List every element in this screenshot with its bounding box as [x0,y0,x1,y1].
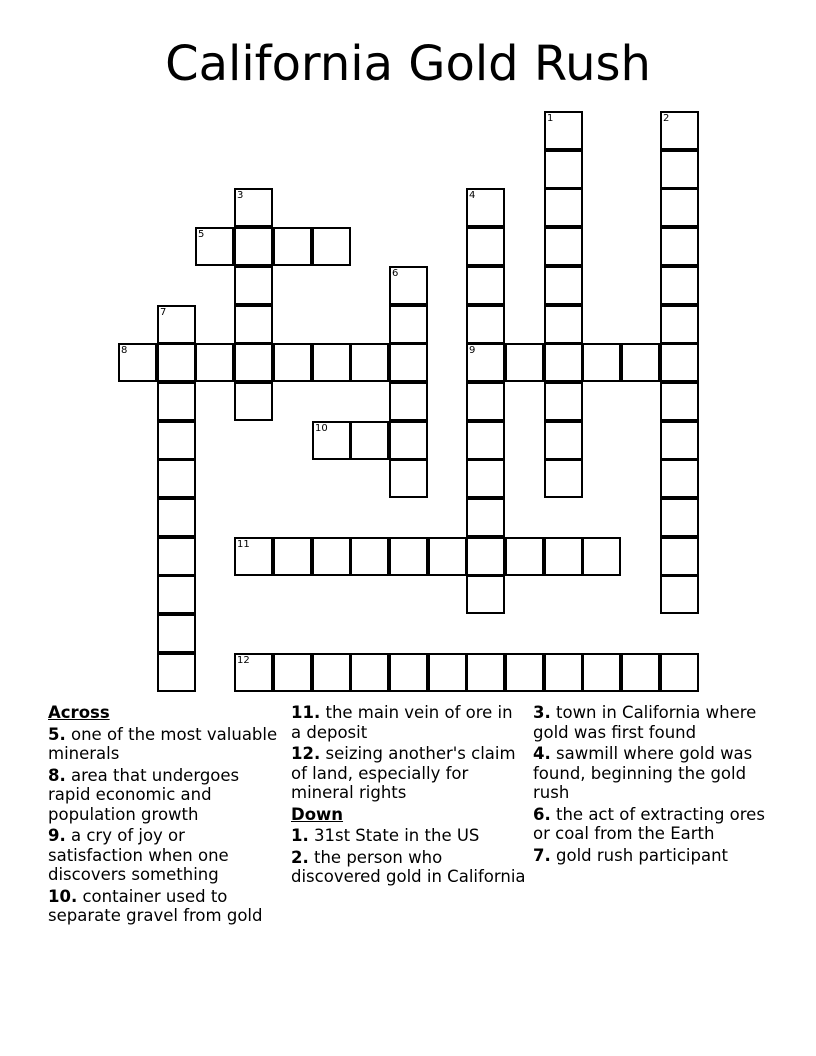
clue-number-label: 2 [663,113,670,124]
clue-down-3 [533,703,773,742]
grid-cell[interactable] [466,653,505,692]
clue-number-label: 4 [469,190,476,201]
grid-cell[interactable] [466,459,505,498]
grid-cell[interactable] [466,266,505,305]
clue-number-label: 12 [237,655,250,666]
grid-cell[interactable] [544,150,583,189]
grid-cell[interactable] [312,653,351,692]
grid-cell[interactable] [660,150,699,189]
clue-text: area that undergoes rapid economic and population growth [48,765,240,824]
grid-cell[interactable] [195,343,234,382]
clue-number-label: 6 [392,268,399,279]
clue-number: 7. [533,845,551,865]
clue-across-9 [48,826,284,885]
grid-cell[interactable] [582,537,621,576]
clue-number: 9. [48,826,66,845]
grid-cell[interactable] [660,188,699,227]
clue-text: seizing another's claim of land, especially for mineral rights [291,744,516,802]
grid-cell[interactable] [621,343,660,382]
grid-cell[interactable] [466,575,505,614]
grid-cell[interactable] [389,343,428,382]
grid-cell[interactable] [389,305,428,344]
grid-cell[interactable] [157,421,196,460]
grid-cell[interactable] [466,343,505,382]
grid-cell[interactable] [234,227,273,266]
grid-cell[interactable] [582,343,621,382]
grid-cell[interactable] [544,421,583,460]
grid-cell[interactable] [273,653,312,692]
grid-cell[interactable] [234,537,273,576]
clue-number-label: 8 [121,345,128,356]
clue-number-label: 9 [469,345,476,356]
grid-cell[interactable] [544,266,583,305]
grid-cell[interactable] [466,188,505,227]
grid-cell[interactable] [118,343,157,382]
grid-cell[interactable] [428,537,467,576]
grid-cell[interactable] [505,343,544,382]
clues-column-1 [48,703,284,928]
grid-cell[interactable] [466,227,505,266]
clue-number: 11. [291,703,321,722]
clue-number-label: 7 [160,307,167,318]
grid-cell[interactable] [234,305,273,344]
grid-cell[interactable] [157,614,196,653]
grid-cell[interactable] [544,227,583,266]
clue-number-label: 1 [547,113,554,124]
clue-across-11 [291,703,527,742]
grid-cell[interactable] [544,111,583,150]
grid-cell[interactable] [389,459,428,498]
grid-cell[interactable] [466,498,505,537]
clue-number-label: 10 [315,423,328,434]
grid-cell[interactable] [234,653,273,692]
clue-number: 10. [48,886,78,906]
clue-text: gold rush participant [556,845,729,865]
grid-cell[interactable] [544,459,583,498]
grid-cell[interactable] [234,188,273,227]
clue-number: 4. [533,744,551,763]
grid-cell[interactable] [544,382,583,421]
grid-cell[interactable] [273,537,312,576]
grid-cell[interactable] [157,305,196,344]
grid-cell[interactable] [312,343,351,382]
grid-cell[interactable] [466,305,505,344]
clue-number: 2. [291,847,309,867]
grid-cell[interactable] [582,653,621,692]
grid-cell[interactable] [544,537,583,576]
grid-cell[interactable] [505,653,544,692]
clues-column-3 [533,703,773,867]
clue-number: 12. [291,744,321,763]
grid-cell[interactable] [466,537,505,576]
clue-text: a cry of joy or satisfaction when one discovers something [48,826,229,884]
clue-number-label: 5 [198,229,205,240]
clue-down-1 [291,826,527,846]
clue-text: one of the most valuable minerals [48,724,278,763]
clue-number: 1. [291,826,309,845]
grid-cell[interactable] [389,382,428,421]
down-heading: Down [291,804,344,824]
grid-cell[interactable] [389,421,428,460]
grid-cell[interactable] [660,266,699,305]
grid-cell[interactable] [350,653,389,692]
grid-cell[interactable] [660,227,699,266]
grid-cell[interactable] [273,343,312,382]
grid-cell[interactable] [350,537,389,576]
grid-cell[interactable] [312,227,351,266]
clue-across-12 [291,744,527,803]
grid-cell[interactable] [428,653,467,692]
clue-down-7 [533,846,773,866]
clue-text: container used to separate gravel from gold [48,886,263,925]
clue-number: 6. [533,804,551,824]
grid-cell[interactable] [505,537,544,576]
grid-cell[interactable] [389,537,428,576]
grid-cell[interactable] [466,421,505,460]
clue-text: sawmill where gold was found, beginning the gold rush [533,744,753,802]
grid-cell[interactable] [544,188,583,227]
clue-text: the person who discovered gold in California [291,847,526,886]
grid-cell[interactable] [234,382,273,421]
clue-across-8 [48,766,284,825]
grid-cell[interactable] [273,227,312,266]
grid-cell[interactable] [621,653,660,692]
clue-number-label: 3 [237,190,244,201]
grid-cell[interactable] [157,653,196,692]
clue-down-2 [291,848,527,887]
clue-down-6 [533,805,773,844]
grid-cell[interactable] [157,575,196,614]
grid-cell[interactable] [234,266,273,305]
clue-number: 3. [533,703,551,722]
grid-cell[interactable] [157,382,196,421]
grid-cell[interactable] [544,653,583,692]
grid-cell[interactable] [389,653,428,692]
across-heading: Across [48,703,110,722]
clue-down-4 [533,744,773,803]
clue-text: 31st State in the US [314,826,480,845]
clue-text: the main vein of ore in a deposit [291,703,513,742]
clue-across-5 [48,725,284,764]
grid-cell[interactable] [157,459,196,498]
clues-column-2 [291,703,527,889]
clue-number: 5. [48,724,66,744]
grid-cell[interactable] [234,343,273,382]
grid-cell[interactable] [660,382,699,421]
grid-cell[interactable] [389,266,428,305]
grid-cell[interactable] [544,343,583,382]
grid-cell[interactable] [466,382,505,421]
clue-number: 8. [48,765,66,785]
clue-text: the act of extracting ores or coal from the Earth [533,804,765,843]
puzzle-title: California Gold Rush [165,36,651,92]
grid-cell[interactable] [157,498,196,537]
grid-cell[interactable] [312,537,351,576]
grid-cell[interactable] [350,343,389,382]
grid-cell[interactable] [157,343,196,382]
clue-text: town in California where gold was first found [533,703,757,742]
grid-cell[interactable] [544,305,583,344]
grid-cell[interactable] [660,305,699,344]
grid-cell[interactable] [195,227,234,266]
clue-number-label: 11 [237,539,250,550]
grid-cell[interactable] [157,537,196,576]
grid-cell[interactable] [312,421,351,460]
grid-cell[interactable] [660,111,699,150]
grid-cell[interactable] [660,537,699,576]
grid-cell[interactable] [660,575,699,614]
grid-cell[interactable] [660,459,699,498]
grid-cell[interactable] [660,653,699,692]
grid-cell[interactable] [660,421,699,460]
grid-cell[interactable] [660,498,699,537]
clue-across-10 [48,887,284,926]
grid-cell[interactable] [350,421,389,460]
grid-cell[interactable] [660,343,699,382]
